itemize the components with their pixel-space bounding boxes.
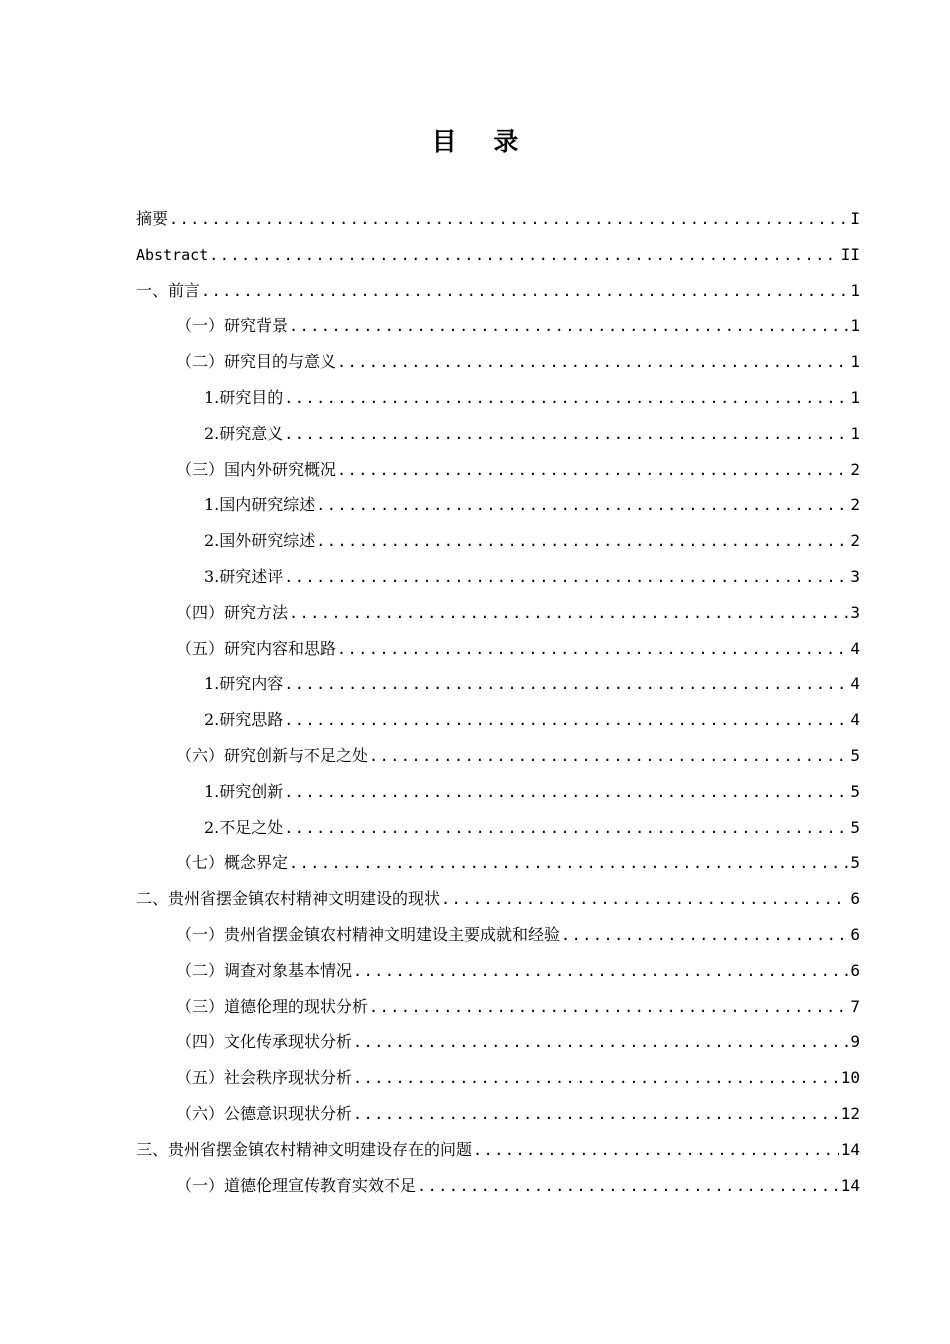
toc-entry[interactable]: [136, 774, 860, 810]
toc-entry[interactable]: [136, 845, 860, 881]
toc-entry-title: 二、贵州省摆金镇农村精神文明建设的现状: [136, 889, 441, 909]
toc-entry[interactable]: [136, 917, 860, 953]
toc-entry-page-number: 5: [850, 817, 860, 837]
toc-entry-title: 1.国内研究综述: [204, 495, 316, 515]
page-title: 目 录: [431, 127, 533, 156]
toc-entry-title: Abstract: [136, 245, 209, 264]
toc-entry[interactable]: [136, 666, 860, 702]
toc-dot-leader: [561, 918, 848, 953]
toc-entry-page-number: 2: [850, 531, 860, 551]
toc-entry-title: 1.研究目的: [204, 387, 284, 407]
toc-entry[interactable]: [136, 273, 860, 309]
toc-entry-title: （二）研究目的与意义: [176, 352, 337, 372]
toc-dot-leader: [369, 990, 848, 1025]
toc-entry-title: 1.研究创新: [204, 781, 284, 801]
toc-entry[interactable]: [136, 1024, 860, 1060]
toc-entry-page-number: 3: [850, 602, 860, 622]
toc-dot-leader: [284, 667, 848, 702]
toc-entry-title: （六）公德意识现状分析: [176, 1103, 353, 1123]
toc-entry-page-number: 6: [850, 924, 860, 944]
toc-entry-title: 2.研究意义: [204, 423, 284, 443]
toc-entry-page-number: 1: [850, 423, 860, 443]
toc-dot-leader: [353, 1061, 839, 1096]
toc-entry-page-number: 4: [850, 638, 860, 658]
toc-entry[interactable]: [136, 237, 860, 273]
toc-entry[interactable]: [136, 1060, 860, 1096]
toc-dot-leader: [441, 882, 848, 917]
toc-entry[interactable]: [136, 523, 860, 559]
toc-dot-leader: [353, 1025, 848, 1060]
toc-dot-leader: [289, 309, 848, 344]
toc-entry-page-number: 7: [850, 996, 860, 1016]
toc-entry-page-number: 14: [840, 1175, 860, 1195]
toc-dot-leader: [337, 632, 848, 667]
toc-dot-leader: [284, 811, 848, 846]
toc-entry-page-number: 1: [850, 316, 860, 336]
toc-entry-title: （一）研究背景: [176, 316, 289, 336]
toc-entry-title: （六）研究创新与不足之处: [176, 745, 369, 765]
toc-entry-page-number: 12: [840, 1103, 860, 1123]
toc-dot-leader: [353, 954, 848, 989]
toc-entry-title: 2.不足之处: [204, 817, 284, 837]
toc-entry-title: （四）文化传承现状分析: [176, 1032, 353, 1052]
toc-entry-page-number: 6: [850, 889, 860, 909]
toc-entry-page-number: 5: [850, 853, 860, 873]
toc-entry-page-number: 4: [850, 710, 860, 730]
toc-dot-leader: [284, 381, 848, 416]
toc-entry[interactable]: [136, 344, 860, 380]
toc-entry-page-number: 1: [850, 387, 860, 407]
toc-entry-page-number: 1: [850, 280, 860, 300]
toc-dot-leader: [369, 739, 848, 774]
toc-entry-title: 1.研究内容: [204, 674, 284, 694]
toc-entry[interactable]: [136, 308, 860, 344]
toc-entry[interactable]: [136, 738, 860, 774]
toc-dot-leader: [289, 596, 848, 631]
toc-dot-leader: [417, 1169, 839, 1204]
toc-entry[interactable]: [136, 595, 860, 631]
toc-dot-leader: [316, 488, 848, 523]
toc-dot-leader: [316, 524, 848, 559]
toc-entry[interactable]: [136, 1096, 860, 1132]
toc-entry-page-number: 2: [850, 495, 860, 515]
toc-entry-page-number: 10: [840, 1068, 860, 1088]
toc-entry-page-number: 9: [850, 1032, 860, 1052]
toc-entry-page-number: 6: [850, 960, 860, 980]
toc-dot-leader: [337, 345, 848, 380]
toc-dot-leader: [289, 846, 848, 881]
toc-entry-title: （一）贵州省摆金镇农村精神文明建设主要成就和经验: [176, 924, 561, 944]
toc-entry-title: 摘要: [136, 209, 169, 228]
toc-entry[interactable]: [136, 416, 860, 452]
toc-entry-title: 2.国外研究综述: [204, 531, 316, 551]
toc-dot-leader: [353, 1097, 839, 1132]
toc-dot-leader: [284, 417, 848, 452]
toc-entry-title: 三、贵州省摆金镇农村精神文明建设存在的问题: [136, 1139, 473, 1159]
toc-entry-title: （二）调查对象基本情况: [176, 960, 353, 980]
toc-entry-page-number: I: [850, 209, 860, 228]
toc-entry-title: 一、前言: [136, 280, 201, 300]
toc-entry[interactable]: [136, 201, 860, 237]
toc-entry[interactable]: [136, 702, 860, 738]
toc-entry[interactable]: [136, 989, 860, 1025]
toc-entry[interactable]: [136, 810, 860, 846]
toc-dot-leader: [209, 238, 838, 273]
toc-entry[interactable]: [136, 881, 860, 917]
toc-entry-page-number: 5: [850, 745, 860, 765]
toc-entry-title: （三）道德伦理的现状分析: [176, 996, 369, 1016]
toc-entry[interactable]: [136, 1132, 860, 1168]
toc-entry-title: 3.研究述评: [204, 566, 284, 586]
toc-dot-leader: [201, 274, 848, 309]
toc-dot-leader: [284, 775, 848, 810]
toc-entry-page-number: II: [840, 244, 860, 264]
toc-entry-title: （七）概念界定: [176, 853, 289, 873]
toc-entry[interactable]: [136, 953, 860, 989]
toc-entry-title: 2.研究思路: [204, 710, 284, 730]
toc-dot-leader: [169, 202, 848, 237]
toc-entry[interactable]: [136, 487, 860, 523]
toc-entry[interactable]: [136, 631, 860, 667]
toc-entry-page-number: 2: [850, 459, 860, 479]
toc-entry[interactable]: [136, 1168, 860, 1204]
toc-entry[interactable]: [136, 380, 860, 416]
toc-dot-leader: [473, 1133, 839, 1168]
toc-entry[interactable]: [136, 559, 860, 595]
toc-entry-title: （五）研究内容和思路: [176, 638, 337, 658]
toc-entry-page-number: 5: [850, 781, 860, 801]
toc-entry-title: （一）道德伦理宣传教育实效不足: [176, 1175, 417, 1195]
toc-entry-page-number: 3: [850, 566, 860, 586]
toc-entry-page-number: 1: [850, 352, 860, 372]
table-of-contents: [136, 201, 860, 1203]
toc-entry[interactable]: [136, 452, 860, 488]
toc-entry-page-number: 14: [840, 1139, 860, 1159]
toc-entry-title: （四）研究方法: [176, 602, 289, 622]
toc-entry-title: （五）社会秩序现状分析: [176, 1068, 353, 1088]
toc-dot-leader: [337, 453, 848, 488]
toc-dot-leader: [284, 560, 848, 595]
toc-entry-title: （三）国内外研究概况: [176, 459, 337, 479]
toc-dot-leader: [284, 703, 848, 738]
toc-entry-page-number: 4: [850, 674, 860, 694]
